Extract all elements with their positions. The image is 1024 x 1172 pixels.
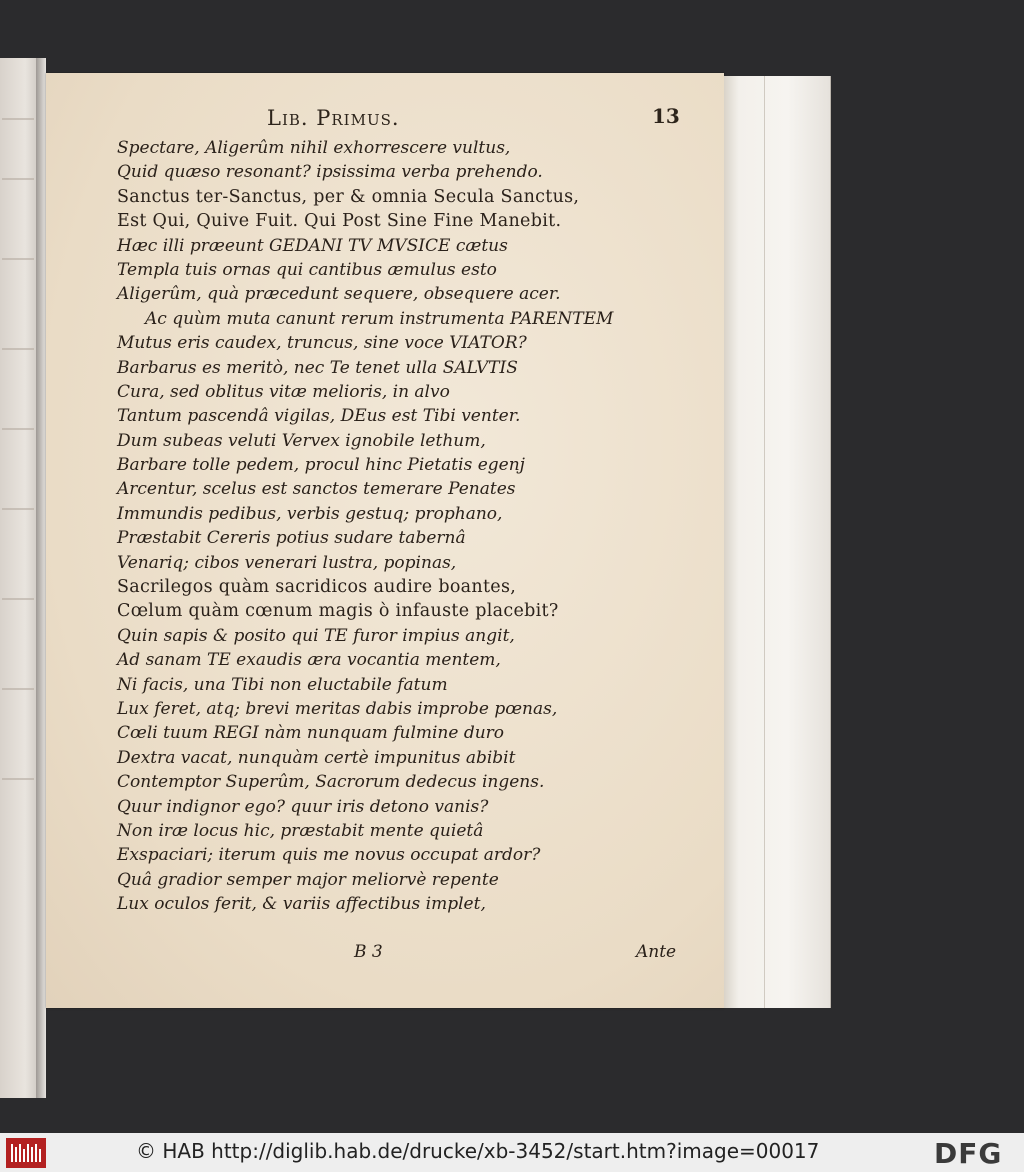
verse-text-block (117, 136, 657, 917)
catchword: Ante (636, 942, 677, 962)
bleed-through-mark (2, 178, 34, 180)
verse-line: Dextra vacat, nunquàm certè impunitus abibit (117, 747, 516, 768)
bleed-through-mark (2, 348, 34, 350)
verse-line: Barbarus es meritò, nec Te tenet ulla SALVTIS (117, 357, 518, 378)
verse-line: Ad sanam TE exaudis æra vocantia mentem, (117, 650, 501, 671)
verse-line: Hæc illi præeunt GEDANI TV MVSICE cætus (117, 235, 508, 256)
page-fore-edge (724, 76, 831, 1008)
bleed-through-mark (2, 428, 34, 430)
verse-line: Templa tuis ornas qui cantibus æmulus esto (117, 259, 497, 280)
verse-line: Aligerûm, quà præcedunt sequere, obsequere acer. (117, 284, 561, 305)
verse-line: Quin sapis & posito qui TE furor impius angit, (117, 625, 515, 646)
signature-mark: B 3 (354, 942, 383, 962)
library-logo-icon (6, 1138, 46, 1168)
verse-line: Barbare tolle pedem, procul hinc Pietatis egenj (117, 455, 525, 476)
verse-line: Sanctus ter-Sanctus, per & omnia Secula Sanctus, (117, 186, 580, 207)
verse-line: Exspaciari; iterum quis me novus occupat ardor? (117, 845, 541, 866)
verse-line: Venariq; cibos venerari lustra, popinas, (117, 552, 457, 573)
verse-line: Spectare, Aligerûm nihil exhorrescere vultus, (117, 138, 511, 158)
copyright-url[interactable]: © HAB http://diglib.hab.de/drucke/xb-3452/start.htm?image=00017 (136, 1139, 820, 1163)
verse-line: Ni facis, una Tibi non eluctabile fatum (117, 674, 448, 695)
bleed-through-mark (2, 778, 34, 780)
verse-line: Cura, sed oblitus vitæ melioris, in alvo (117, 381, 450, 402)
verse-line: Contemptor Superûm, Sacrorum dedecus ingens. (117, 772, 545, 793)
verse-line: Dum subeas veluti Vervex ignobile lethum, (117, 430, 486, 451)
verse-line: Sacrilegos quàm sacridicos audire boantes, (117, 577, 517, 598)
bleed-through-mark (2, 508, 34, 510)
bleed-through-mark (2, 598, 34, 600)
verse-line: Est Qui, Quive Fuit. Qui Post Sine Fine Manebit. (117, 211, 562, 232)
bleed-through-mark (2, 688, 34, 690)
bleed-through-mark (2, 258, 34, 260)
verse-line: Cœli tuum REGI nàm nunquam fulmine duro (117, 723, 505, 744)
verse-line: Præstabit Cereris potius sudare tabernâ (117, 528, 466, 549)
book-spine-edge (36, 58, 46, 1098)
verse-line: Non iræ locus hic, præstabit mente quietâ (117, 820, 484, 841)
verse-line: Arcentur, scelus est sanctos temerare Penates (117, 479, 516, 500)
verse-line: Immundis pedibus, verbis gestuq; prophano, (117, 503, 503, 524)
verse-line: Quid quæso resonant? ipsissima verba prehendo. (117, 162, 543, 183)
bleed-through-mark (2, 118, 34, 120)
verse-line: Tantum pascendâ vigilas, DEus est Tibi venter. (117, 406, 521, 427)
verse-line: Quur indignor ego? quur iris detono vanis? (117, 796, 489, 817)
verse-line: Lux feret, atq; brevi meritas dabis improbe pœnas, (117, 698, 558, 719)
page-number: 13 (652, 104, 680, 128)
verse-line: Cœlum quàm cœnum magis ò infauste placebit? (117, 601, 559, 622)
running-head: Lib. Primus. (267, 106, 400, 130)
verse-line: Lux oculos ferit, & variis affectibus implet, (117, 894, 486, 915)
dfg-logo: DFG (934, 1137, 1003, 1170)
verse-line: Quâ gradior semper major meliorvè repente (117, 869, 499, 890)
verse-line: Ac quùm muta canunt rerum instrumenta PARENTEM (145, 308, 614, 329)
footer-bar (0, 1133, 1024, 1172)
verse-line: Mutus eris caudex, truncus, sine voce VIATOR? (117, 333, 527, 354)
